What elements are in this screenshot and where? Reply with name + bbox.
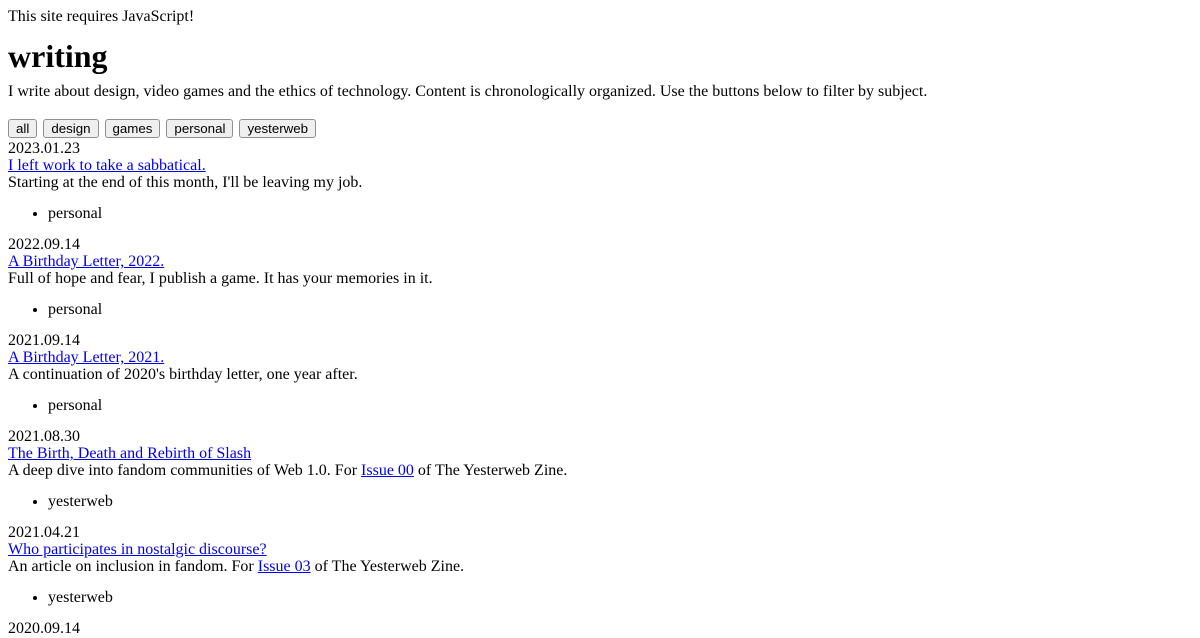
- post-description: [8, 558, 1200, 575]
- post-tag: • yesterweb: [48, 493, 1200, 510]
- post-tag: • personal: [48, 397, 1200, 414]
- post-description: [8, 270, 1200, 287]
- page-title: writing: [8, 38, 108, 74]
- post-entry: [8, 620, 1200, 637]
- post-title-line: [8, 349, 1200, 366]
- post-title-line: [8, 157, 1200, 174]
- filter-button-all[interactable]: all: [8, 119, 37, 138]
- post-entry: [8, 140, 1200, 222]
- post-date: 2021.08.30: [8, 428, 80, 445]
- post-tags-list: [8, 589, 1200, 606]
- post-description-inline-link[interactable]: Issue 00: [361, 462, 414, 479]
- post-title-link[interactable]: The Birth, Death and Rebirth of Slash: [8, 445, 252, 462]
- post-tags-list: [8, 397, 1200, 414]
- filter-button-design[interactable]: design: [43, 119, 98, 138]
- filter-button-bar: [8, 119, 1200, 138]
- post-tag: • yesterweb: [48, 589, 1200, 606]
- post-title-link[interactable]: Who participates in nostalgic discourse?: [8, 541, 267, 558]
- post-title-line: [8, 253, 1200, 270]
- post-description-inline-link[interactable]: Issue 03: [257, 558, 311, 575]
- post-tag: • personal: [48, 205, 1200, 222]
- filter-button-personal[interactable]: personal: [166, 119, 233, 138]
- intro-text: I write about design, video games and the ethics of technology. Content is chronologically organized. Use the buttons below to filter by subject.: [8, 83, 928, 100]
- post-date: 2021.09.14: [8, 332, 80, 349]
- post-description: [8, 462, 1200, 479]
- post-description-text: of The Yesterweb Zine.: [413, 462, 568, 479]
- filter-button-yesterweb[interactable]: yesterweb: [239, 119, 316, 138]
- post-date: 2020.09.14: [8, 620, 80, 637]
- post-tags-list: [8, 493, 1200, 510]
- post-tag: • personal: [48, 301, 1200, 318]
- post-date: 2023.01.23: [8, 140, 80, 157]
- post-description-text: A deep dive into fandom communities of Web 1.0. For: [8, 462, 362, 479]
- post-tags-list: [8, 205, 1200, 222]
- post-entry: [8, 332, 1200, 414]
- post-title-line: [8, 541, 1200, 558]
- post-date: 2021.04.21: [8, 524, 80, 541]
- post-entry: [8, 524, 1200, 606]
- post-description: [8, 174, 1200, 191]
- post-description-text: of The Yesterweb Zine.: [310, 558, 465, 575]
- post-title-link[interactable]: A Birthday Letter, 2022.: [8, 253, 165, 270]
- post-title-link[interactable]: I left work to take a sabbatical.: [8, 157, 206, 174]
- post-title-link[interactable]: A Birthday Letter, 2021.: [8, 349, 165, 366]
- post-description-text: Full of hope and fear, I publish a game. It has your memories in it.: [8, 270, 433, 287]
- post-description: [8, 366, 1200, 383]
- post-description-text: Starting at the end of this month, I'll be leaving my job.: [8, 174, 363, 191]
- post-description-text: A continuation of 2020's birthday letter, one year after.: [8, 366, 358, 383]
- post-date: 2022.09.14: [8, 236, 80, 253]
- filter-button-games[interactable]: games: [105, 119, 161, 138]
- post-description-text: An article on inclusion in fandom. For: [8, 558, 258, 575]
- post-title-line: [8, 445, 1200, 462]
- post-entry: [8, 236, 1200, 318]
- post-entry: [8, 428, 1200, 510]
- post-tags-list: [8, 301, 1200, 318]
- javascript-notice: This site requires JavaScript!: [8, 8, 195, 25]
